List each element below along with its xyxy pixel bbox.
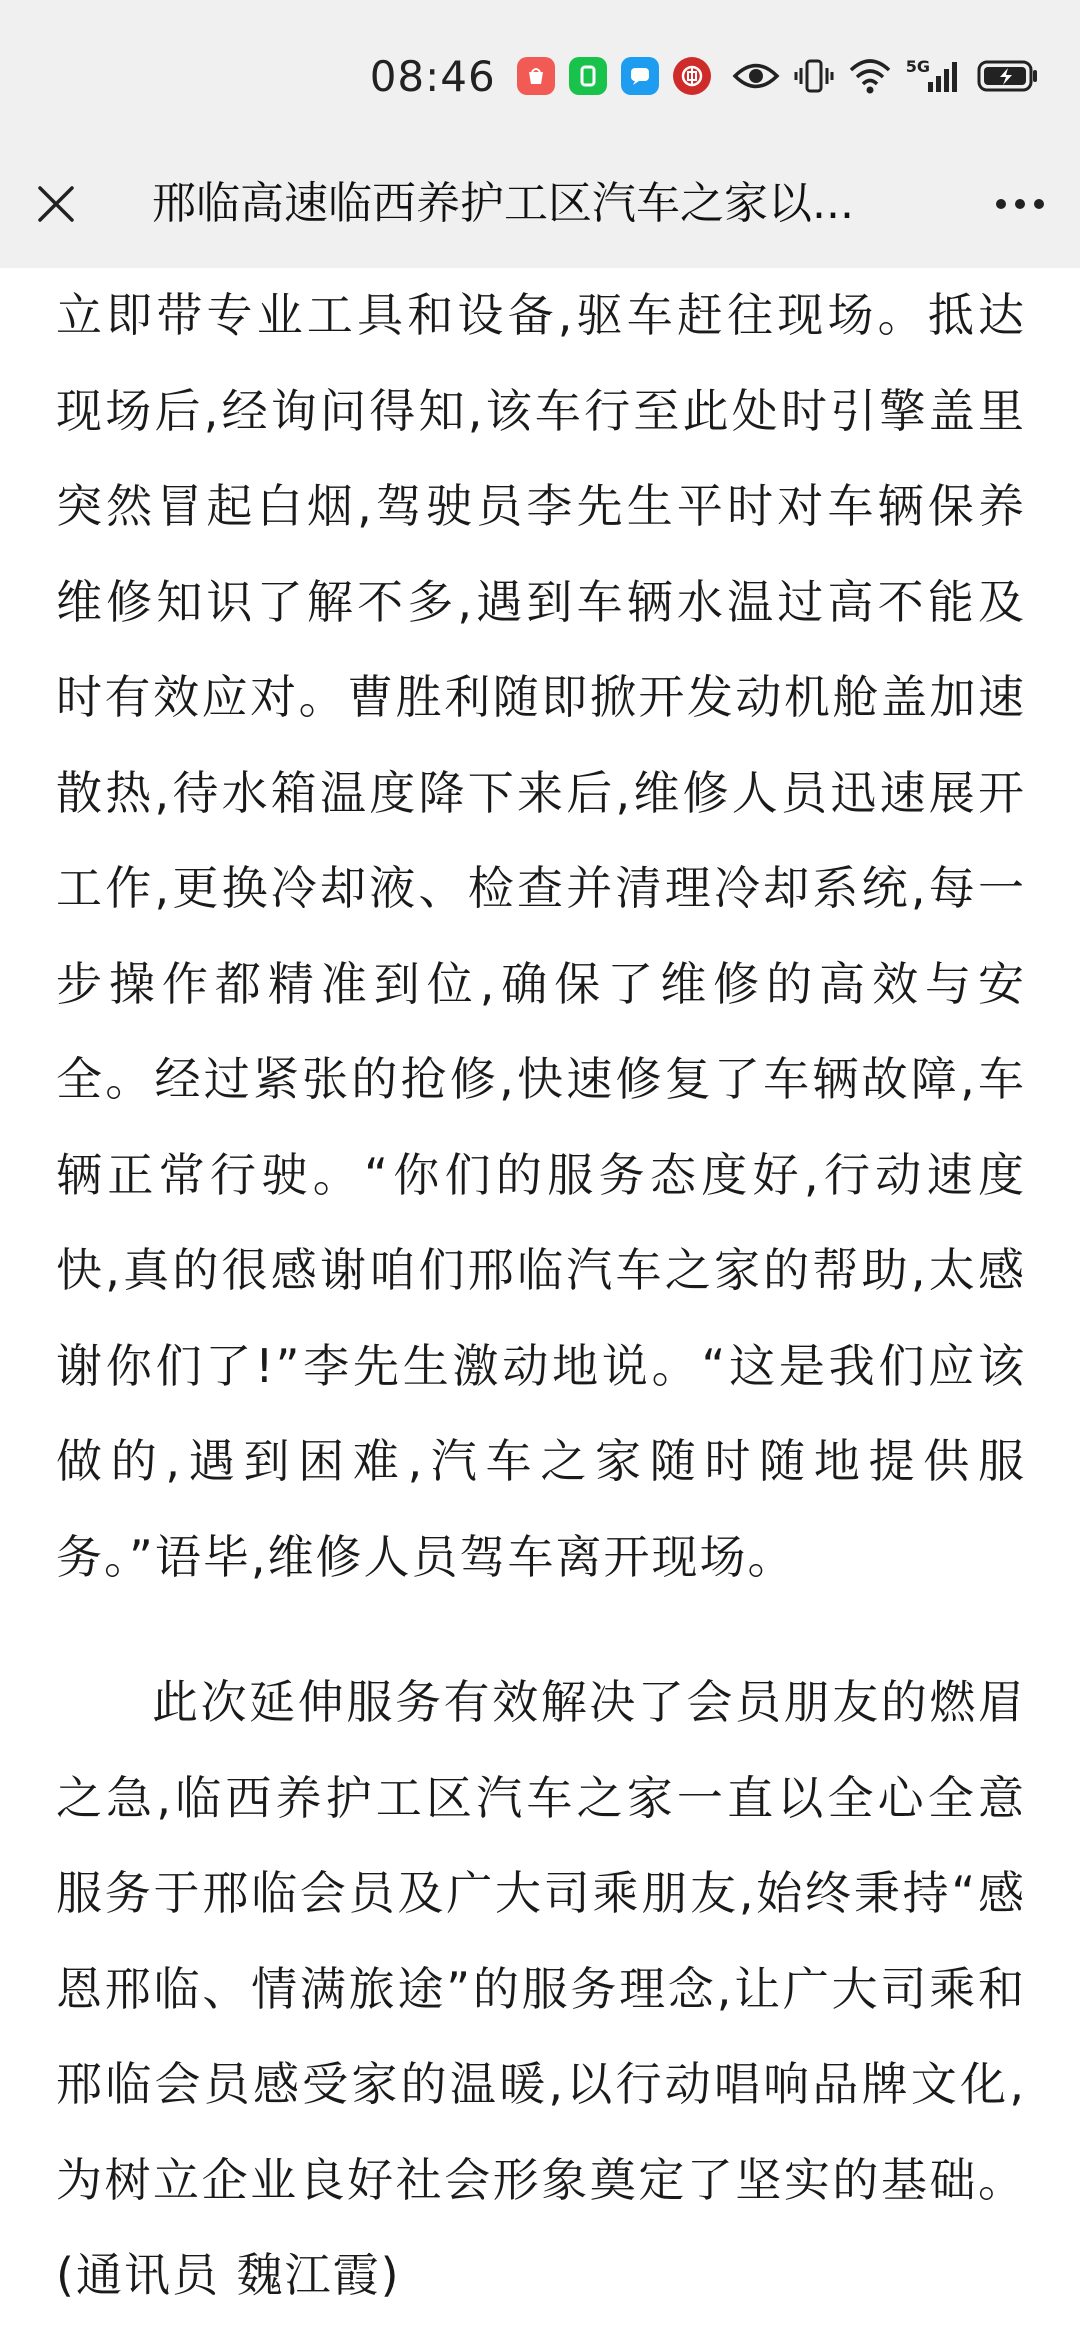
article-body <box>56 268 1026 2324</box>
article-paragraph-2: 此次延伸服务有效解决了会员朋友的燃眉之急,临西养护工区汽车之家一直以全心全意服务于邢临会员及广大司乘朋友,始终秉持“感恩邢临、情满旅途”的服务理念,让广大司乘和邢临会员感受家的温暖,以行动唱响品牌文化,为树立企业良好社会形象奠定了坚实的基础。(通讯员 魏江霞) <box>56 1675 1026 2302</box>
cellular-signal-icon <box>906 58 962 94</box>
close-icon <box>34 182 78 226</box>
article-paragraph-1: 立即带专业工具和设备,驱车赶往现场。抵达现场后,经询问得知,该车行至此处时引擎盖里突然冒起白烟,驾驶员李先生平时对车辆保养维修知识了解不多,遇到车辆水温过高不能及时有效应对。曹胜利随即掀开发动机舱盖加速散热,待水箱温度降下来后,维修人员迅速展开工作,更换冷却液、检查并清理冷却系统,每一步操作都精准到位,确保了维修的高效与安全。经过紧张的抢修,快速修复了车辆故障,车辆正常行驶。“你们的服务态度好,行动速度快,真的很感谢咱们邢临汽车之家的帮助,太感谢你们了!”李先生激动地说。“这是我们应该做的,遇到困难,汽车之家随时随地提供服务。”语毕,维修人员驾车离开现场。 <box>56 288 1026 1584</box>
vibrate-icon <box>794 56 834 96</box>
eye-comfort-icon <box>732 59 780 93</box>
status-right <box>370 46 1040 106</box>
title-bar <box>0 150 1080 268</box>
battery-charging-icon <box>976 58 1040 94</box>
bank-app-icon <box>673 57 711 95</box>
more-icon <box>994 197 1046 211</box>
status-bar <box>0 0 1080 150</box>
network-type-label: 5G <box>905 56 930 76</box>
chat-app-icon <box>621 57 659 95</box>
wifi-icon <box>848 58 892 94</box>
close-button[interactable] <box>26 174 86 234</box>
green-app-icon <box>569 57 607 95</box>
page-title: 邢临高速临西养护工区汽车之家以... <box>152 178 854 229</box>
huawei-app-icon <box>517 57 555 95</box>
paragraph-spacer <box>56 1605 1026 1655</box>
status-time: 08:46 <box>369 51 496 101</box>
more-options-button[interactable] <box>990 174 1050 234</box>
